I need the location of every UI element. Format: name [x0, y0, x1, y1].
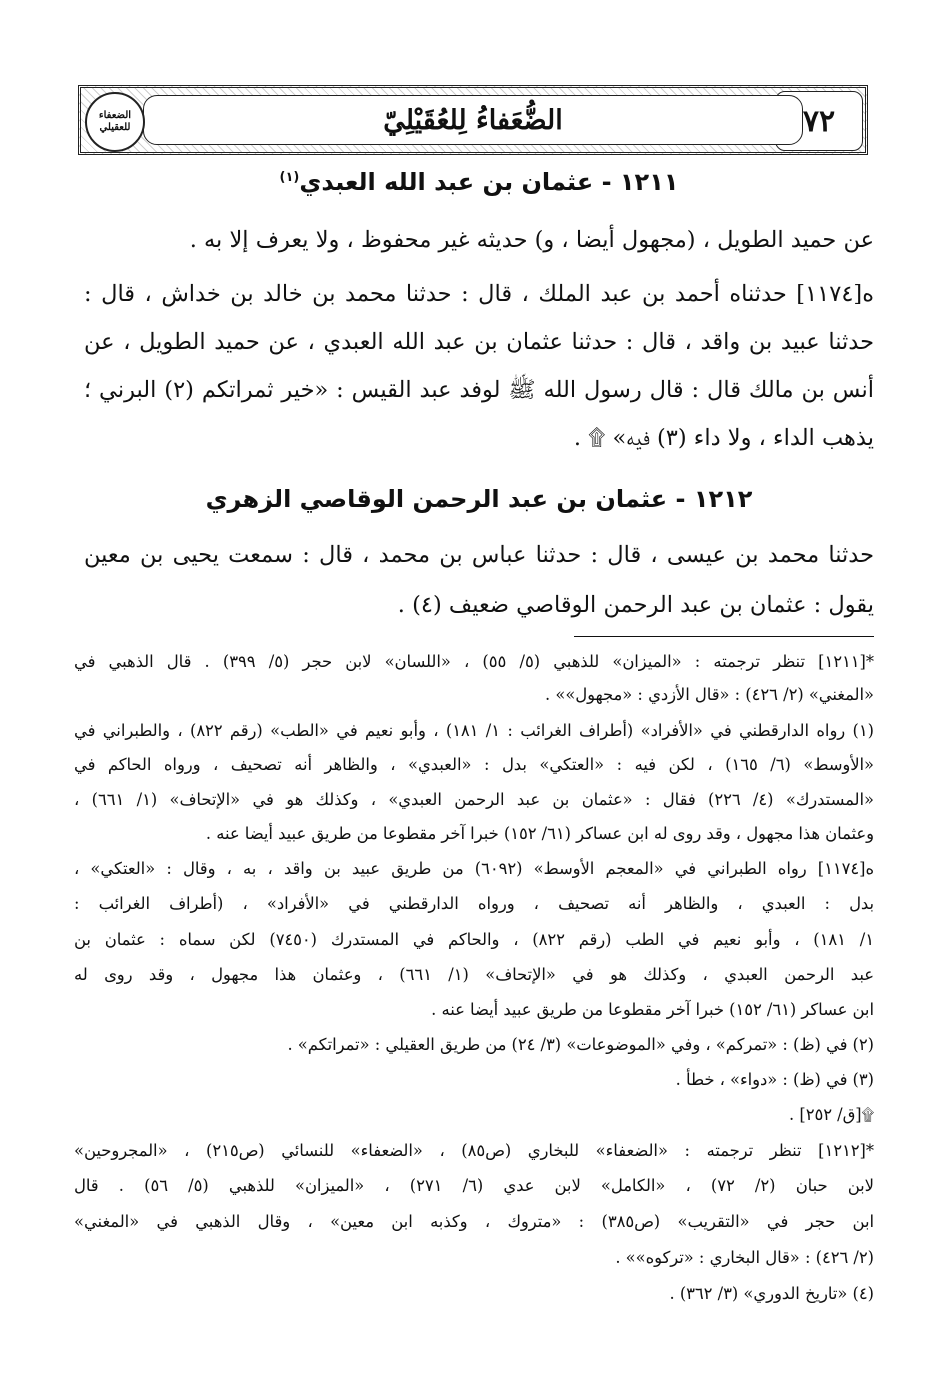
- body-line: حدثنا عبيد بن واقد ، قال : حدثنا عثمان بن عبد الله العبدي ، عن حميد الطويل ، عن: [84, 329, 874, 355]
- footnote-line: *[١٢١١] تنظر ترجمته : «الميزان» للذهبي (٥/ ٥٥) ، «اللسان» لابن حجر (٥/ ٣٩٩) . قال الذهبي في: [74, 652, 875, 671]
- footnote-line: ابن حجر في «التقريب» (ص٣٨٥) : «متروك ، وكذبه ابن معين» ، وقال الذهبي في «المغني»: [74, 1212, 874, 1231]
- footnote-line: «المغني» (٢/ ٤٢٦) : «قال الأزدي : «مجهول»» .: [545, 685, 874, 704]
- page-header: [78, 85, 868, 155]
- footnote-line: لابن حبان (٢/ ٧٢) ، «الكامل» لابن عدي (٦/ ٢٧١) ، «الميزان» للذهبي (٥/ ٥٦) . قال: [74, 1176, 874, 1195]
- footnote-line: (٢/ ٤٢٦) : «قال البخاري : «تركوه»» .: [615, 1248, 874, 1267]
- body-line: ه[١١٧٤] حدثناه أحمد بن عبد الملك ، قال : حدثنا محمد بن خالد بن خداش ، قال :: [84, 281, 874, 307]
- footnote-line: (٣) في (ظ) : «دواء» ، خطأ .: [675, 1070, 874, 1089]
- footnote-line: «الأوسط» (٦/ ١٦٥) ، لكن فيه : «العتكي» بدل : «العبدي» ، والظاهر أنه تصحيف ، ورواه الحاكم في: [74, 755, 875, 774]
- body-line: عن حميد الطويل ، (مجهول أيضا ، و) حديثه غير محفوظ ، ولا يعرف إلا به .: [189, 227, 874, 253]
- body-line: حدثنا محمد بن عيسى ، قال : حدثنا عباس بن محمد ، قال : سمعت يحيى بن معين: [84, 542, 874, 568]
- footnote-line: عبد الرحمن العبدي ، وكذلك هو في «الإتحاف» (١/ ٦٦١) ، وعثمان هذا مجهول ، وقد روى له: [74, 965, 874, 984]
- footnote-line: ١/ ١٨١) ، وأبو نعيم في الطب (رقم ٨٢٢) ، والحاكم في المستدرك (٧٤٥٠) لكن سماه : عثمان بن: [74, 930, 874, 949]
- footnote-separator: [574, 636, 874, 637]
- footnote-line: (١) رواه الدارقطني في «الأفراد» (أطراف الغرائب : ١/ ١٨١) ، وأبو نعيم في «الطب» (رقم ٨٢٢) ، والطبراني في: [74, 721, 874, 740]
- running-title: الضُّعَفاءُ لِلعُقَيْلِيّ: [383, 104, 563, 136]
- footnote-line: ابن عساكر (٦١/ ١٥٢) خبرا آخر مقطوعا من طريق عبيد أيضا عنه .: [431, 1000, 874, 1019]
- body-line: يذهب الداء ، ولا داء (٣) فيه» ۩ .: [573, 425, 874, 451]
- footnote-line: (٢) في (ظ) : «تمركم» ، وفي «الموضوعات» (٣/ ٢٤) من طريق العقيلي : «تمراتكم» .: [287, 1035, 874, 1054]
- body-line: أنس بن مالك قال : قال رسول الله ﷺ لوفد عبد القيس : «خير ثمراتكم (٢) البرني ؛: [84, 377, 874, 403]
- header-title-panel: [143, 95, 803, 145]
- footnote-ref: (١): [279, 170, 300, 185]
- book-logo: الضعفاء للعقيلي: [85, 92, 145, 152]
- entry-title-1212: ١٢١٢ - عثمان بن عبد الرحمن الوقاصي الزهري: [205, 485, 753, 513]
- footnote-line: ه[١١٧٤] رواه الطبراني في «المعجم الأوسط» (٦٠٩٢) من طريق عبيد بن واقد ، به ، وقال : «العتكي» ،: [74, 859, 874, 878]
- body-line: يقول : عثمان بن عبد الرحمن الوقاصي ضعيف (٤) .: [397, 592, 874, 618]
- footnote-line: وعثمان هذا مجهول ، وقد روى له ابن عساكر (٦١/ ١٥٢) خبرا آخر مقطوعا من طريق عبيد أيضا عنه .: [205, 824, 874, 843]
- footnote-line: بدل : العبدي ، والظاهر أنه تصحيف ، ورواه الدارقطني في «الأفراد» ، (أطراف الغرائب :: [74, 894, 874, 913]
- page-number: ٧٢: [775, 91, 863, 151]
- footnote-line: «المستدرك» (٤/ ٢٢٦) فقال : «عثمان بن عبد الرحمن العبدي» ، وكذلك هو في «الإتحاف» (١/ ٦٦١) ،: [74, 790, 874, 809]
- entry-title-1211: [84, 168, 874, 196]
- footnote-line: *[١٢١٢] تنظر ترجمته : «الضعفاء» للبخاري (ص٨٥) ، «الضعفاء» للنسائي (ص٢١٥) ، «المجروحين»: [74, 1141, 874, 1160]
- entry-title-text: ١٢١١ - عثمان بن عبد الله العبدي: [299, 168, 679, 196]
- footnote-line: (٤) «تاريخ الدوري» (٣/ ٣٦٢) .: [669, 1284, 874, 1303]
- footnote-line: ۩[ق/ ٢٥٢] .: [789, 1105, 874, 1124]
